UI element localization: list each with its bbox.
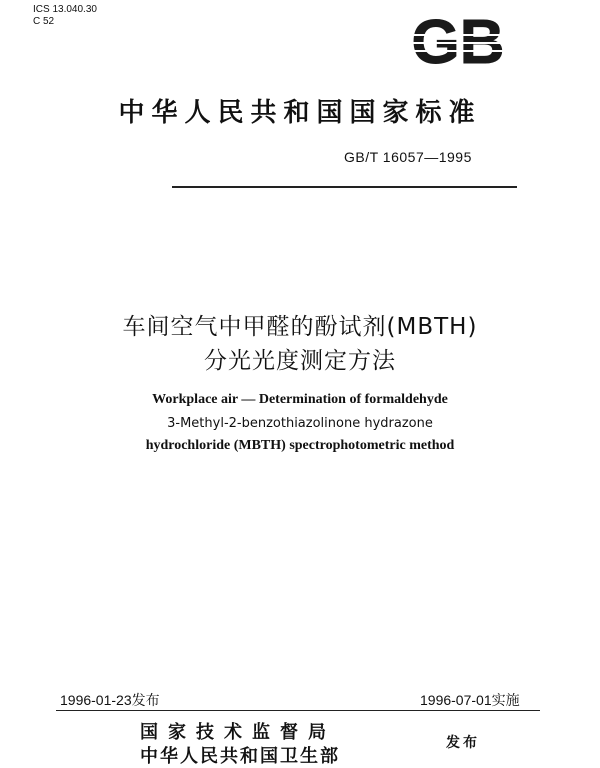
english-title-line-3: hydrochloride (MBTH) spectrophotometric method (145, 438, 455, 453)
standard-number: GB/T 16057—1995 (344, 149, 472, 165)
chinese-title-line-2: 分光光度测定方法 (204, 348, 396, 374)
english-title-line-1: Workplace air — Determination of formaldehyde (152, 392, 448, 407)
classification-codes (33, 4, 97, 28)
issue-date: 1996-01-23发布 (60, 692, 160, 708)
standard-category-title: 中华人民共和国国家标准 (118, 98, 482, 128)
gb-logo-text: GB (411, 13, 505, 69)
footer-divider (56, 710, 540, 711)
ics-code: ICS 13.040.30 (33, 4, 97, 15)
gb-logo (404, 13, 512, 69)
class-code: C 52 (33, 16, 55, 27)
chinese-title-line-1: 车间空气中甲醛的酚试剂(MBTH) (122, 314, 478, 340)
issuer-line-1: 国家技术监督局 (140, 722, 336, 743)
english-title-line-2: 3-Methyl-2-benzothiazolinone hydrazone (167, 416, 433, 431)
publish-label: 发布 (446, 735, 480, 751)
implementation-date: 1996-07-01实施 (420, 692, 520, 708)
issuer-line-2: 中华人民共和国卫生部 (140, 746, 340, 767)
header-divider (172, 186, 517, 188)
